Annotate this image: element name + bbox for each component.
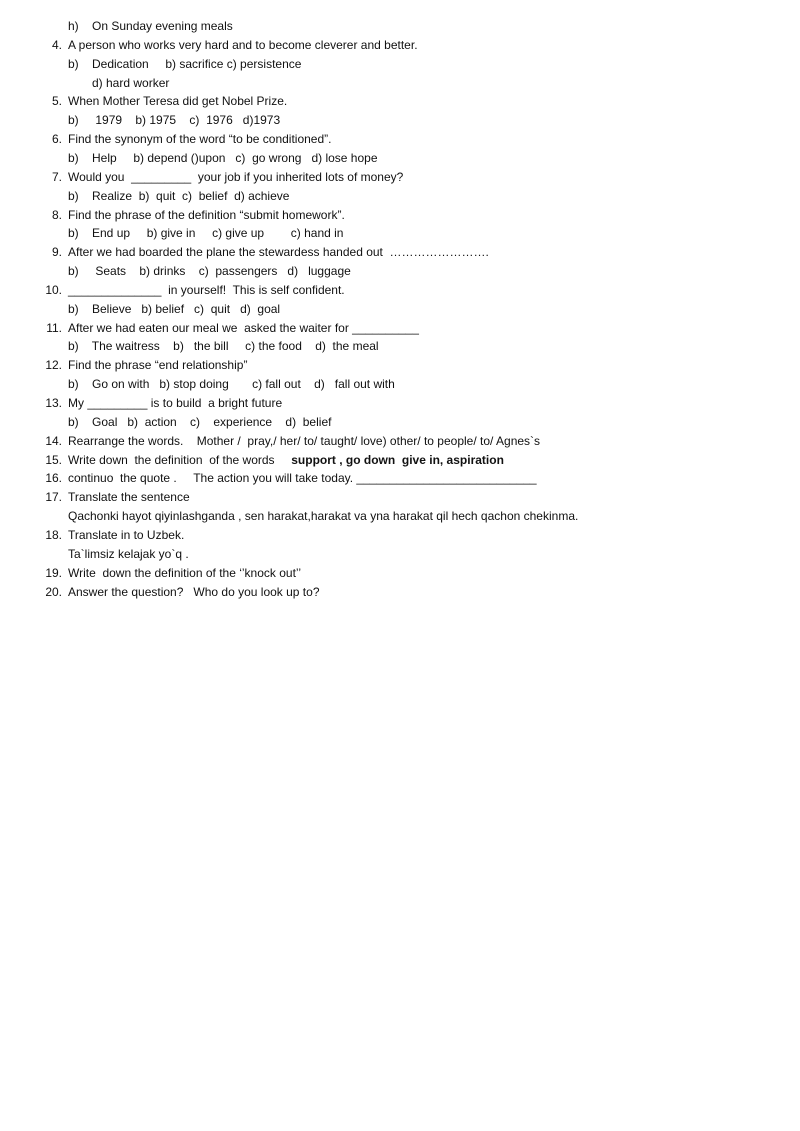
task-sentence-text: Ta`limsiz kelajak yo`q . xyxy=(68,546,189,561)
question-text: Translate the sentence xyxy=(68,490,190,505)
question-text: After we had eaten our meal we asked the waiter for __________ xyxy=(68,320,419,335)
question-number: 20. xyxy=(45,584,62,599)
question-number: 17. xyxy=(45,490,62,505)
question-text: Would you _________ your job if you inherited lots of money? xyxy=(68,169,404,184)
question-number: 15. xyxy=(45,452,62,467)
question-text: continuo the quote . The action you will take today. ___________________________ xyxy=(68,471,537,486)
question-number: 19. xyxy=(45,565,62,580)
question-text: Translate in to Uzbek. xyxy=(68,527,185,542)
question-number: 4. xyxy=(51,37,62,52)
question-number: 8. xyxy=(51,207,62,222)
answer-options-text: b) The waitress b) the bill c) the food d) the meal xyxy=(68,339,379,354)
answer-options-text: b) 1979 b) 1975 c) 1976 d)1973 xyxy=(68,113,281,128)
question-number: 16. xyxy=(45,471,62,486)
question-text: After we had boarded the plane the stewardess handed out ……………………. xyxy=(68,245,489,260)
question-number: 10. xyxy=(45,282,62,297)
question-number: 7. xyxy=(51,169,62,184)
question-text: Write down the definition of the ‘’knock out’’ xyxy=(68,565,302,580)
task-sentence-text: Qachonki hayot qiyinlashganda , sen harakat,harakat va yna harakat qil hech qachon chekinma. xyxy=(68,509,579,524)
question-text: Find the phrase “end relationship” xyxy=(68,358,248,373)
question-text: My _________ is to build a bright future xyxy=(68,396,283,410)
question-number: 14. xyxy=(45,433,62,448)
question-number: 18. xyxy=(45,527,62,542)
answer-options-text: b) Realize b) quit c) belief d) achieve xyxy=(68,188,290,203)
answer-options-text: b) Goal b) action c) experience d) belief xyxy=(68,414,332,429)
answer-options-text: b) Seats b) drinks c) passengers d) luggage xyxy=(68,264,351,279)
question-number: 5. xyxy=(51,94,62,109)
question-text-bold-terms: support , go down give in, aspiration xyxy=(291,452,504,467)
question-text: Answer the question? Who do you look up to? xyxy=(68,584,320,599)
question-number: 9. xyxy=(51,245,62,260)
question-text: Find the phrase of the definition “submit homework”. xyxy=(68,207,345,222)
question-number: 12. xyxy=(45,358,62,373)
question-number: 11. xyxy=(46,320,62,335)
question-number: 6. xyxy=(51,132,62,147)
question-text: Find the synonym of the word “to be conditioned”. xyxy=(68,132,332,147)
answer-options-text: h) On Sunday evening meals xyxy=(68,19,233,33)
answer-options-text: b) End up b) give in c) give up c) hand in xyxy=(68,226,344,241)
question-text: When Mother Teresa did get Nobel Prize. xyxy=(68,94,288,109)
answer-options-text: b) Go on with b) stop doing c) fall out d) fall out with xyxy=(68,377,395,392)
question-text: A person who works very hard and to become cleverer and better. xyxy=(68,37,418,52)
answer-options-text: b) Believe b) belief c) quit d) goal xyxy=(68,301,281,316)
question-text: ______________ in yourself! This is self confident. xyxy=(68,282,345,297)
answer-options-text: b) Dedication b) sacrifice c) persistence xyxy=(68,56,302,71)
question-text-plain: Write down the definition of the words xyxy=(68,452,292,467)
question-text xyxy=(68,451,504,470)
answer-options-text: b) Help b) depend ()upon c) go wrong d) lose hope xyxy=(68,150,378,165)
question-number: 13. xyxy=(45,396,62,410)
answer-options-text: d) hard worker xyxy=(92,75,170,90)
question-text: Rearrange the words. Mother / pray,/ her/ to/ taught/ love) other/ to people/ to/ Agnes`s xyxy=(68,433,541,448)
